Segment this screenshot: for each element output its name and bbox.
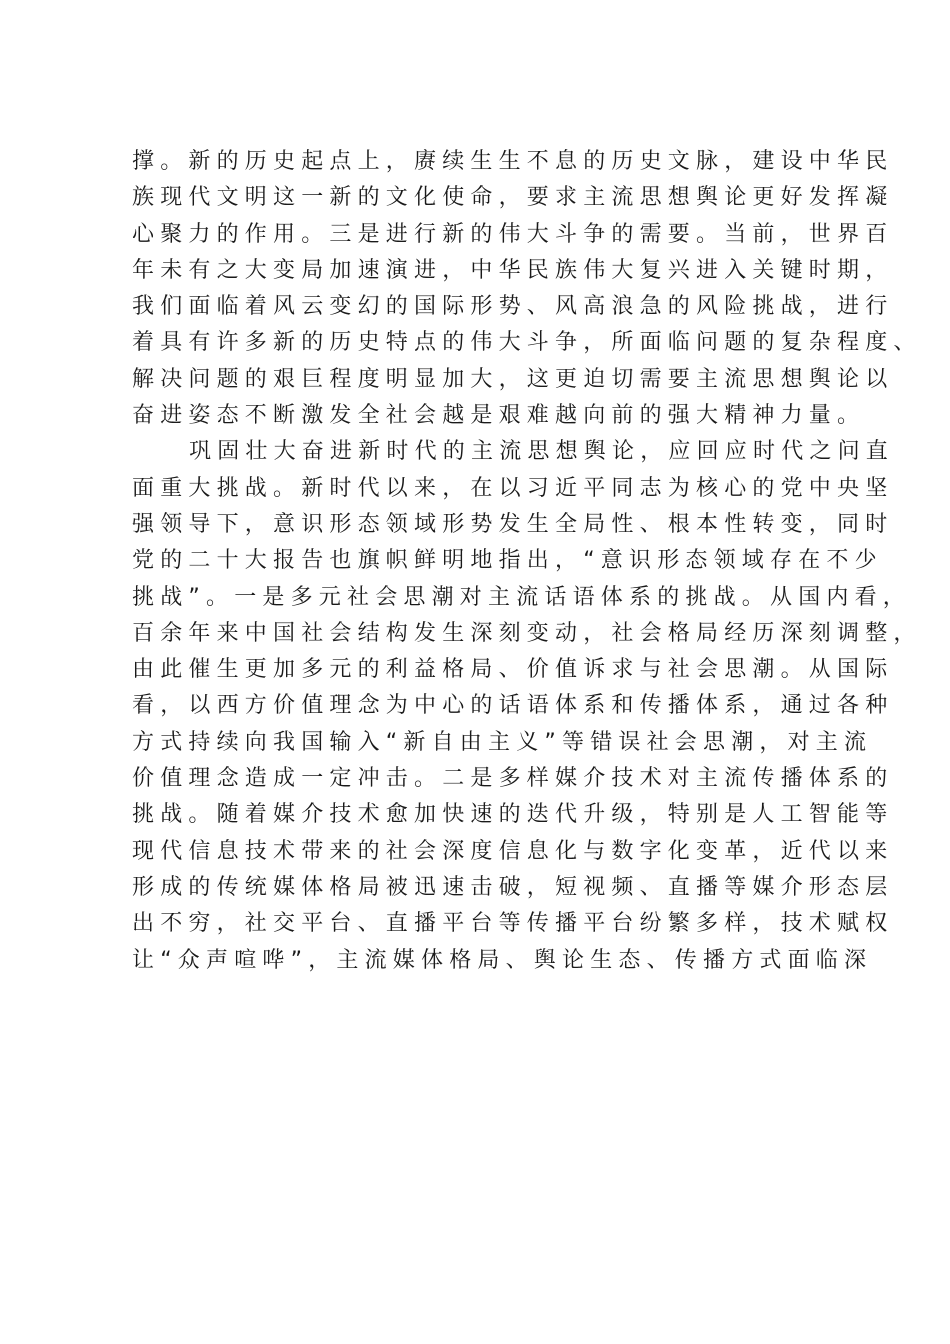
- text-line-indented: 巩固壮大奋进新时代的主流思想舆论，应回应时代之问直: [189, 439, 895, 465]
- text-line: 现代信息技术带来的社会深度信息化与数字化变革，近代以来: [132, 838, 894, 864]
- paragraph-1: [132, 144, 922, 434]
- text-line: 年未有之大变局加速演进，中华民族伟大复兴进入关键时期，: [132, 257, 894, 283]
- text-line: 由此催生更加多元的利益格局、价值诉求与社会思潮。从国际: [132, 657, 894, 683]
- text-line: 看，以西方价值理念为中心的话语体系和传播体系，通过各种: [132, 693, 894, 719]
- paragraph-2: [132, 434, 922, 978]
- text-line: 强领导下，意识形态领域形势发生全局性、根本性转变，同时: [132, 511, 894, 537]
- text-line: 族现代文明这一新的文化使命，要求主流思想舆论更好发挥凝: [132, 185, 894, 211]
- text-line: 形成的传统媒体格局被迅速击破，短视频、直播等媒介形态层: [132, 874, 894, 900]
- text-line: 着具有许多新的历史特点的伟大斗争，所面临问题的复杂程度、: [132, 330, 922, 356]
- text-line: 我们面临着风云变幻的国际形势、风高浪急的风险挑战，进行: [132, 294, 894, 320]
- text-line: 党的二十大报告也旗帜鲜明地指出，“意识形态领域存在不少: [132, 548, 883, 574]
- text-line: 撑。新的历史起点上，赓续生生不息的历史文脉，建设中华民: [132, 149, 894, 174]
- text-line: 心聚力的作用。三是进行新的伟大斗争的需要。当前，世界百: [132, 221, 894, 247]
- text-line: 奋进姿态不断激发全社会越是艰难越向前的强大精神力量。: [132, 403, 866, 429]
- text-line: 价值理念造成一定冲击。二是多样媒介技术对主流传播体系的: [132, 766, 894, 792]
- text-line: 方式持续向我国输入“新自由主义”等错误社会思潮，对主流: [132, 729, 873, 755]
- text-line: 百余年来中国社会结构发生深刻变动，社会格局经历深刻调整，: [132, 620, 922, 646]
- text-line: 挑战”。一是多元社会思潮对主流话语体系的挑战。从国内看，: [132, 584, 911, 610]
- text-line: 面重大挑战。新时代以来，在以习近平同志为核心的党中央坚: [132, 475, 894, 501]
- document-body: [132, 144, 922, 979]
- text-line: 出不穷，社交平台、直播平台等传播平台纷繁多样，技术赋权: [132, 911, 894, 937]
- text-line: 让“众声喧哗”，主流媒体格局、舆论生态、传播方式面临深: [132, 947, 873, 973]
- text-line: 挑战。随着媒介技术愈加快速的迭代升级，特别是人工智能等: [132, 802, 894, 828]
- text-line: 解决问题的艰巨程度明显加大，这更迫切需要主流思想舆论以: [132, 366, 894, 392]
